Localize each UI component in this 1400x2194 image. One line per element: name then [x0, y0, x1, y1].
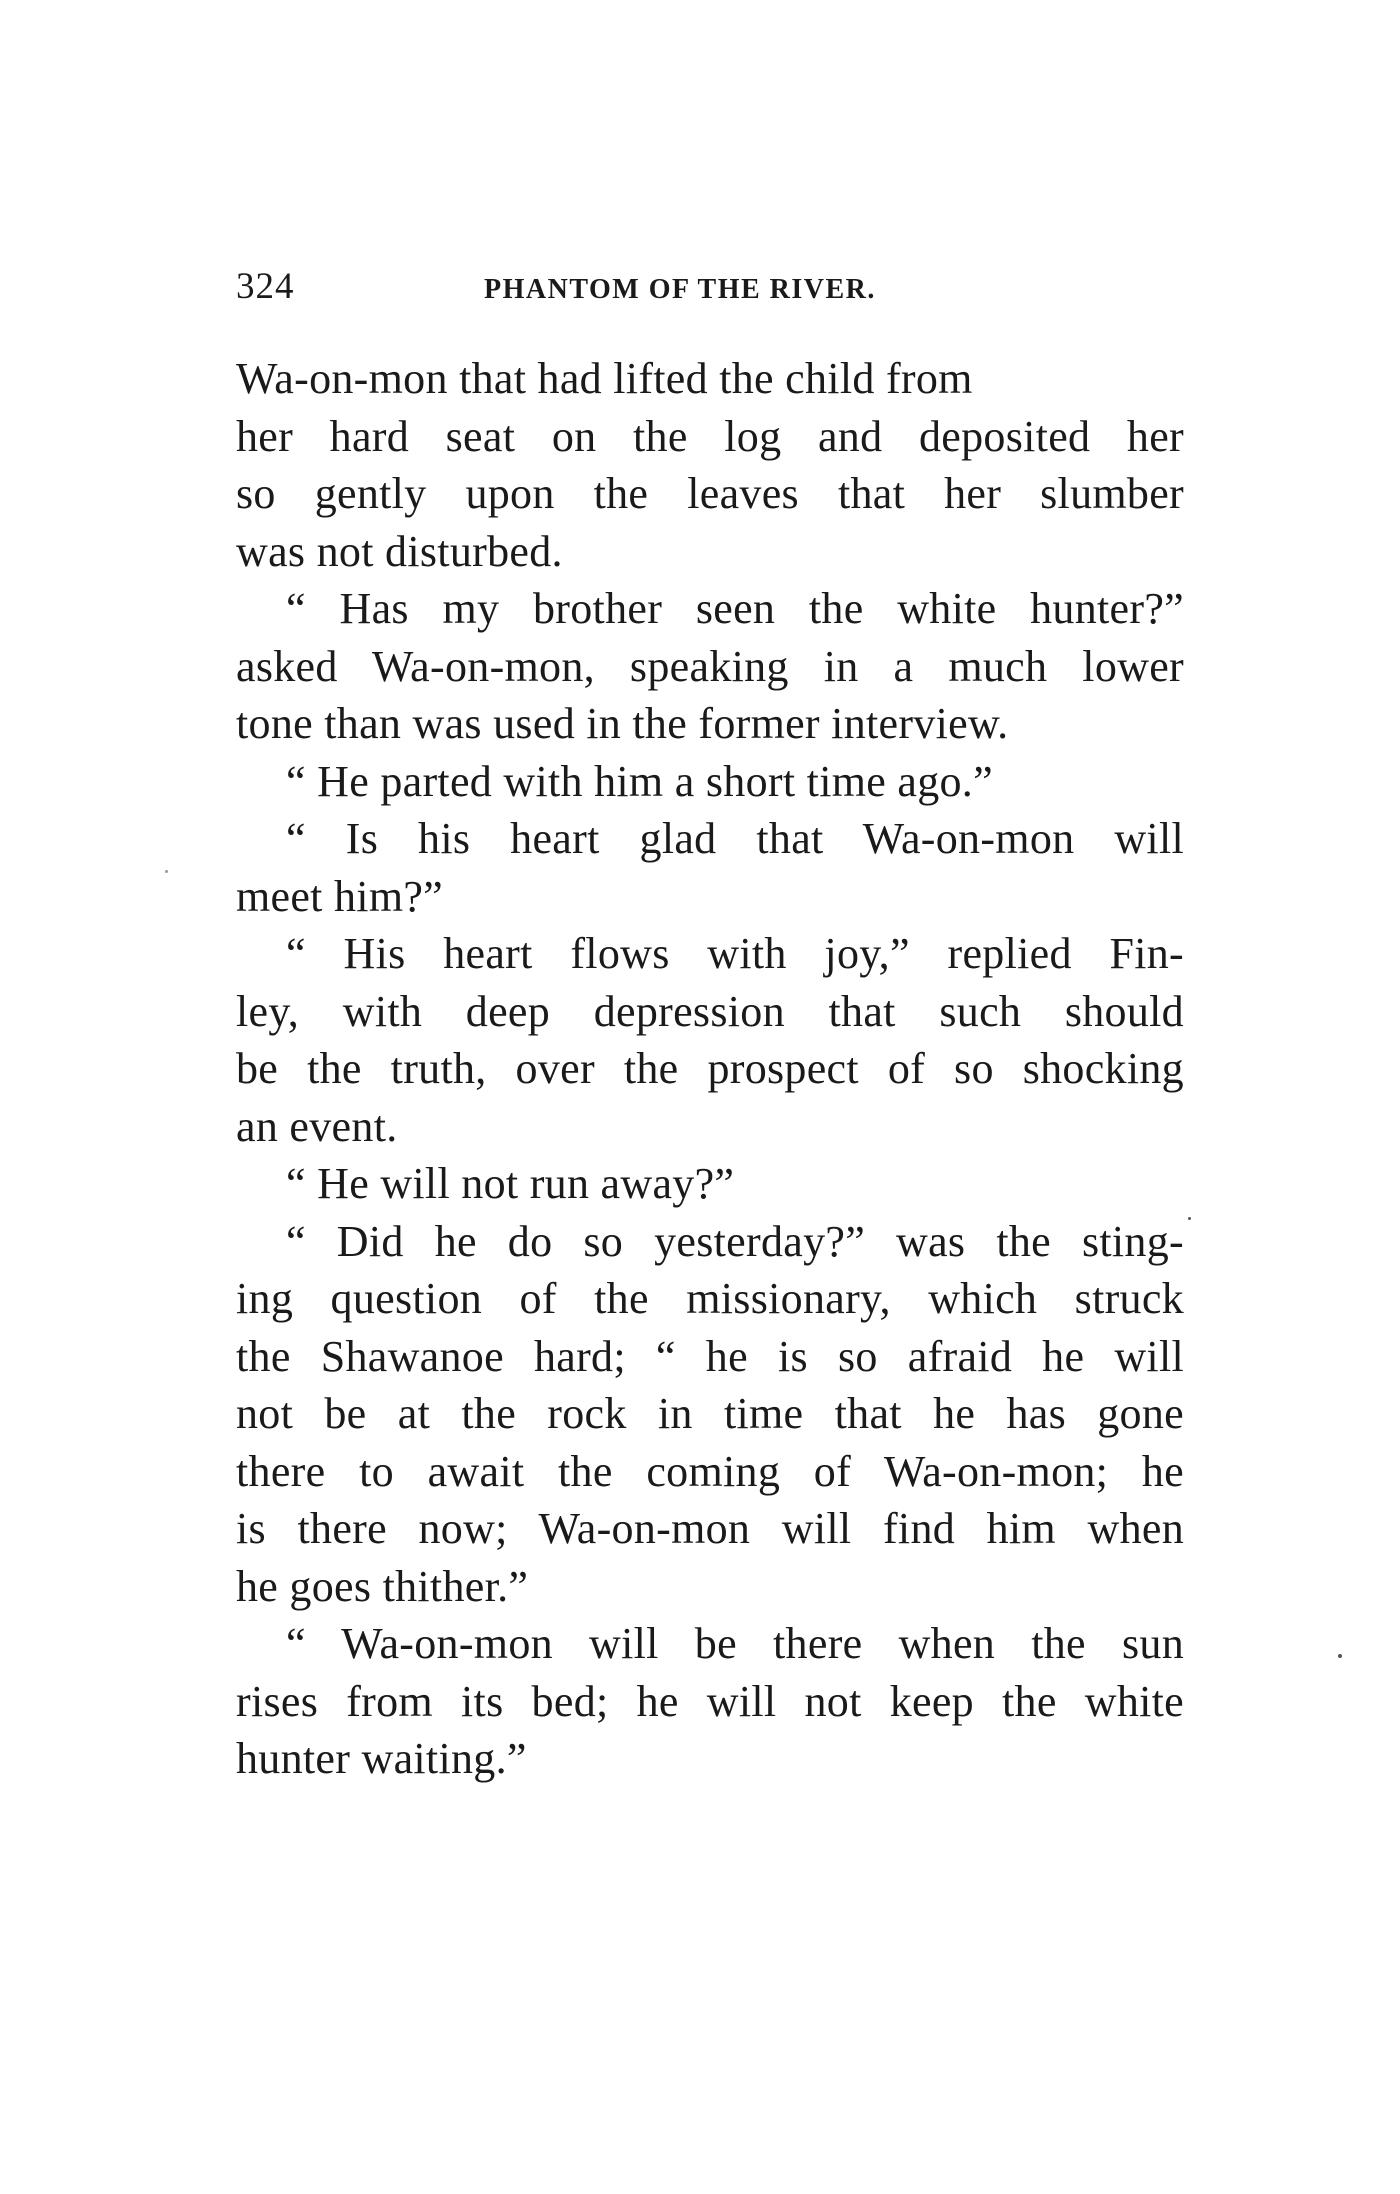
text-line: be the truth, over the prospect of so shocking	[236, 1044, 1184, 1093]
text-line: there to await the coming of Wa-on-mon; he	[236, 1446, 1184, 1496]
paper-speck	[165, 870, 168, 873]
text-line: her hard seat on the log and deposited her	[236, 411, 1184, 461]
text-line: “ Wa-on-mon will be there when the sun	[286, 1619, 1184, 1668]
paper-speck	[1188, 1217, 1191, 1220]
text-line: hunter waiting.”	[236, 1734, 527, 1783]
page-number: 324	[236, 266, 295, 307]
text-line: asked Wa-on-mon, speaking in a much lower	[236, 641, 1184, 691]
text-line: meet him?”	[236, 871, 444, 921]
text-line: “ His heart flows with joy,” replied Fin-	[286, 929, 1184, 978]
text-line: the Shawanoe hard; “ he is so afraid he will	[236, 1331, 1184, 1381]
text-line: rises from its bed; he will not keep the white	[236, 1676, 1184, 1726]
text-line: “ Is his heart glad that Wa-on-mon will	[286, 814, 1184, 863]
text-line: “ He will not run away?”	[286, 1159, 735, 1208]
text-line: ley, with deep depression that such should	[236, 986, 1184, 1036]
text-line: so gently upon the leaves that her slumber	[236, 469, 1184, 518]
text-line: an event.	[236, 1101, 398, 1151]
text-line: not be at the rock in time that he has gone	[236, 1389, 1184, 1438]
body-text	[236, 350, 1184, 1788]
running-title: PHANTOM OF THE RIVER.	[484, 274, 876, 305]
text-line: he goes thither.”	[236, 1561, 529, 1611]
paper-speck	[1338, 1654, 1342, 1658]
text-line: tone than was used in the former interview.	[236, 699, 1009, 748]
text-line: was not disturbed.	[236, 526, 563, 576]
text-line: Wa-on-mon that had lifted the child from	[236, 354, 973, 403]
text-line: “ Did he do so yesterday?” was the sting-	[286, 1216, 1184, 1266]
text-line: “ Has my brother seen the white hunter?”	[286, 584, 1184, 633]
text-line: ing question of the missionary, which struck	[236, 1274, 1184, 1323]
text-line: is there now; Wa-on-mon will find him when	[236, 1504, 1184, 1553]
text-line: “ He parted with him a short time ago.”	[286, 756, 993, 806]
running-header	[236, 262, 1184, 312]
